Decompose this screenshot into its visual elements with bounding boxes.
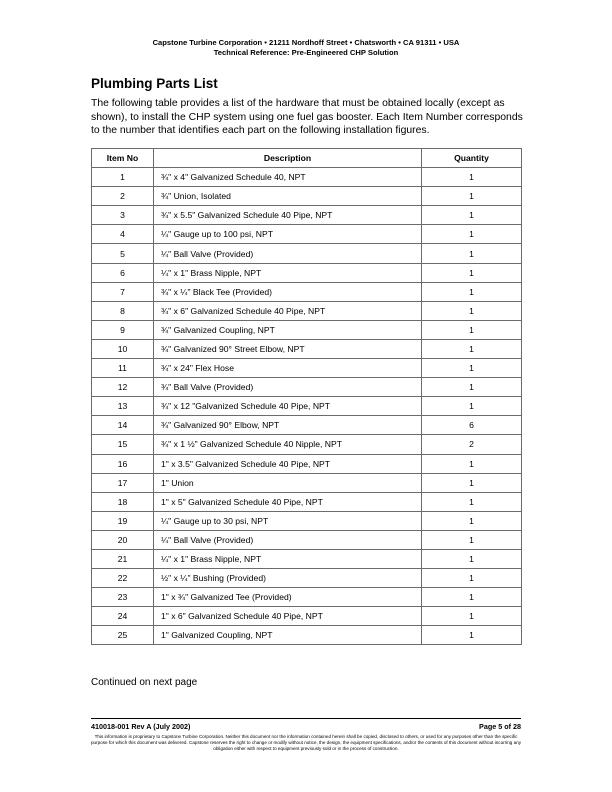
footer-divider xyxy=(91,718,521,719)
footer-page-number: Page 5 of 28 xyxy=(479,722,521,731)
description-cell: ¾" Galvanized Coupling, NPT xyxy=(154,320,422,339)
table-row xyxy=(92,549,522,568)
description-cell: 1" Galvanized Coupling, NPT xyxy=(154,626,422,645)
description-cell: 1" x ¾" Galvanized Tee (Provided) xyxy=(154,588,422,607)
item-number-cell: 22 xyxy=(92,569,154,588)
quantity-cell: 1 xyxy=(422,511,522,530)
continued-note: Continued on next page xyxy=(91,677,198,688)
table-row xyxy=(92,378,522,397)
quantity-cell: 1 xyxy=(422,397,522,416)
description-cell: ¼" Ball Valve (Provided) xyxy=(154,244,422,263)
quantity-cell: 1 xyxy=(422,530,522,549)
table-row xyxy=(92,339,522,358)
quantity-cell: 1 xyxy=(422,607,522,626)
quantity-cell: 1 xyxy=(422,339,522,358)
description-cell: 1" x 6" Galvanized Schedule 40 Pipe, NPT xyxy=(154,607,422,626)
description-cell: ¾" x 12 "Galvanized Schedule 40 Pipe, NPT xyxy=(154,397,422,416)
table-row xyxy=(92,588,522,607)
item-number-cell: 8 xyxy=(92,301,154,320)
item-number-cell: 4 xyxy=(92,225,154,244)
table-row xyxy=(92,225,522,244)
item-number-cell: 24 xyxy=(92,607,154,626)
footer-document-id: 410018-001 Rev A (July 2002) xyxy=(91,722,191,731)
table-row xyxy=(92,492,522,511)
item-number-cell: 1 xyxy=(92,168,154,187)
table-row xyxy=(92,244,522,263)
header-company-line: Capstone Turbine Corporation • 21211 Nordhoff Street • Chatsworth • CA 91311 • USA xyxy=(152,38,460,47)
table-row xyxy=(92,187,522,206)
item-number-cell: 25 xyxy=(92,626,154,645)
table-row xyxy=(92,454,522,473)
quantity-cell: 1 xyxy=(422,282,522,301)
item-number-cell: 15 xyxy=(92,435,154,454)
parts-table-body xyxy=(92,168,522,645)
description-cell: ¼" x 1" Brass Nipple, NPT xyxy=(154,549,422,568)
item-number-cell: 19 xyxy=(92,511,154,530)
header-reference-line: Technical Reference: Pre-Engineered CHP Solution xyxy=(213,48,399,57)
description-cell: ¾" Union, Isolated xyxy=(154,187,422,206)
item-number-cell: 7 xyxy=(92,282,154,301)
quantity-cell: 1 xyxy=(422,549,522,568)
description-cell: ¼" Ball Valve (Provided) xyxy=(154,530,422,549)
item-number-cell: 20 xyxy=(92,530,154,549)
table-row xyxy=(92,416,522,435)
item-number-cell: 2 xyxy=(92,187,154,206)
table-row xyxy=(92,206,522,225)
table-row xyxy=(92,530,522,549)
description-cell: ¼" Gauge up to 30 psi, NPT xyxy=(154,511,422,530)
item-number-cell: 12 xyxy=(92,378,154,397)
quantity-cell: 1 xyxy=(422,626,522,645)
item-number-cell: 6 xyxy=(92,263,154,282)
quantity-cell: 2 xyxy=(422,435,522,454)
table-row xyxy=(92,569,522,588)
table-row xyxy=(92,263,522,282)
item-number-cell: 14 xyxy=(92,416,154,435)
quantity-cell: 1 xyxy=(422,378,522,397)
intro-paragraph: The following table provides a list of the hardware that must be obtained locally (except as shown), to install the CHP system using one fuel gas booster. Each Item Number corresponds to the number that identifies each part on the following installation figures. xyxy=(91,98,523,136)
table-row xyxy=(92,435,522,454)
item-number-cell: 13 xyxy=(92,397,154,416)
description-cell: ¾" x ¼" Black Tee (Provided) xyxy=(154,282,422,301)
quantity-cell: 6 xyxy=(422,416,522,435)
table-row xyxy=(92,511,522,530)
quantity-cell: 1 xyxy=(422,359,522,378)
item-number-cell: 18 xyxy=(92,492,154,511)
item-number-cell: 16 xyxy=(92,454,154,473)
description-cell: 1" x 5" Galvanized Schedule 40 Pipe, NPT xyxy=(154,492,422,511)
quantity-cell: 1 xyxy=(422,263,522,282)
quantity-cell: 1 xyxy=(422,244,522,263)
item-number-cell: 23 xyxy=(92,588,154,607)
item-number-cell: 11 xyxy=(92,359,154,378)
table-row xyxy=(92,359,522,378)
description-cell: ¾" x 5.5" Galvanized Schedule 40 Pipe, NPT xyxy=(154,206,422,225)
header-quantity: Quantity xyxy=(422,149,522,168)
quantity-cell: 1 xyxy=(422,320,522,339)
table-header-row xyxy=(92,149,522,168)
table-row xyxy=(92,320,522,339)
description-cell: ¾" x 1 ½" Galvanized Schedule 40 Nipple, NPT xyxy=(154,435,422,454)
header-item-no: Item No xyxy=(92,149,154,168)
quantity-cell: 1 xyxy=(422,454,522,473)
item-number-cell: 9 xyxy=(92,320,154,339)
quantity-cell: 1 xyxy=(422,206,522,225)
header-description: Description xyxy=(154,149,422,168)
item-number-cell: 21 xyxy=(92,549,154,568)
description-cell: ¾" Galvanized 90° Street Elbow, NPT xyxy=(154,339,422,358)
description-cell: 1" Union xyxy=(154,473,422,492)
quantity-cell: 1 xyxy=(422,569,522,588)
description-cell: ¾" x 24" Flex Hose xyxy=(154,359,422,378)
quantity-cell: 1 xyxy=(422,168,522,187)
table-row xyxy=(92,282,522,301)
section-title: Plumbing Parts List xyxy=(91,76,218,91)
table-row xyxy=(92,626,522,645)
description-cell: ¼" Gauge up to 100 psi, NPT xyxy=(154,225,422,244)
quantity-cell: 1 xyxy=(422,492,522,511)
description-cell: ¾" Galvanized 90° Elbow, NPT xyxy=(154,416,422,435)
description-cell: ¾" x 4" Galvanized Schedule 40, NPT xyxy=(154,168,422,187)
description-cell: ½" x ¼" Bushing (Provided) xyxy=(154,569,422,588)
quantity-cell: 1 xyxy=(422,187,522,206)
item-number-cell: 10 xyxy=(92,339,154,358)
quantity-cell: 1 xyxy=(422,301,522,320)
table-row xyxy=(92,168,522,187)
description-cell: ¾" Ball Valve (Provided) xyxy=(154,378,422,397)
table-row xyxy=(92,607,522,626)
description-cell: ¼" x 1" Brass Nipple, NPT xyxy=(154,263,422,282)
item-number-cell: 17 xyxy=(92,473,154,492)
parts-table xyxy=(91,148,522,645)
quantity-cell: 1 xyxy=(422,588,522,607)
footer-legal-notice: This information is proprietary to Capstone Turbine Corporation. Neither this document nor the information contained herein shall be copied, disclosed to others, or used for any purposes other than the specific purpose for which this document was delivered. Capstone reserves the right to change or modify without notice, the design, the equipment specifications, and/or the contents of this document without incurring any obligation either with respect to equipment previously sold or in the process of construction. xyxy=(90,734,521,752)
description-cell: ¾" x 6" Galvanized Schedule 40 Pipe, NPT xyxy=(154,301,422,320)
quantity-cell: 1 xyxy=(422,225,522,244)
table-row xyxy=(92,473,522,492)
item-number-cell: 5 xyxy=(92,244,154,263)
quantity-cell: 1 xyxy=(422,473,522,492)
page-header xyxy=(0,38,612,58)
table-row xyxy=(92,301,522,320)
item-number-cell: 3 xyxy=(92,206,154,225)
table-row xyxy=(92,397,522,416)
description-cell: 1" x 3.5" Galvanized Schedule 40 Pipe, NPT xyxy=(154,454,422,473)
